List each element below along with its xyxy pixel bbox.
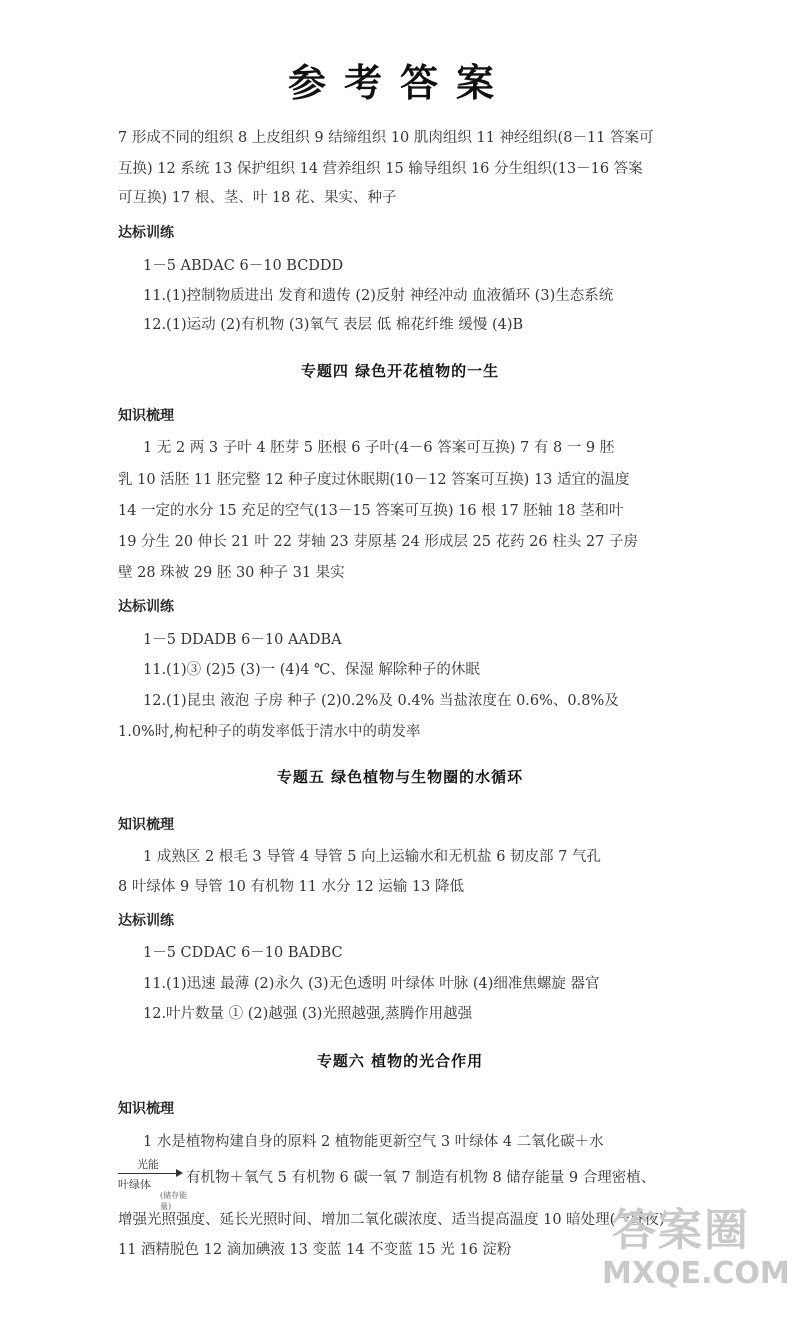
page-title: 参考答案 <box>287 61 512 105</box>
answer-line: 12.(1)昆虫 液泡 子房 种子 (2)0.2%及 0.4% 当盐浓度在 0.6%、0.8%及 <box>143 693 619 709</box>
answer-line: 互换) 12 系统 13 保护组织 14 营养组织 15 输导组织 16 分生组织(13－16 答案 <box>118 161 643 177</box>
section-heading-training: 达标训练 <box>118 225 174 241</box>
arrow-head-icon <box>176 1169 183 1177</box>
answer-line: 1 成熟区 2 根毛 3 导管 4 导管 5 向上运输水和无机盐 6 韧皮部 7 气孔 <box>143 849 601 865</box>
answer-line: 壁 28 珠被 29 胚 30 种子 31 果实 <box>118 565 345 581</box>
answer-line: 1.0%时,枸杞种子的萌发率低于清水中的萌发率 <box>118 724 421 740</box>
answer-line: 1 无 2 两 3 子叶 4 胚芽 5 胚根 6 子叶(4－6 答案可互换) 7 有 8 一 9 胚 <box>143 440 615 456</box>
answer-line: 11.(1)迅速 最薄 (2)永久 (3)无色透明 叶绿体 叶脉 (4)细准焦螺旋 器官 <box>143 976 600 992</box>
watermark-logo <box>602 1194 790 1304</box>
formula-top-label: 光能 <box>137 1158 159 1171</box>
answer-line: 8 叶绿体 9 导管 10 有机物 11 水分 12 运输 13 降低 <box>118 879 464 895</box>
answer-line: 1 水是植物构建自身的原料 2 植物能更新空气 3 叶绿体 4 二氧化碳＋水 <box>143 1134 604 1150</box>
answer-line: 11 酒精脱色 12 滴加碘液 13 变蓝 14 不变蓝 15 光 16 淀粉 <box>118 1242 512 1258</box>
section-title-6: 专题六 植物的光合作用 <box>316 1052 484 1070</box>
answer-line: 11.(1)③ (2)5 (3)一 (4)4 ℃、保湿 解除种子的休眠 <box>143 662 480 678</box>
watermark-cn-text: 答案圈 <box>612 1205 750 1256</box>
answer-line: 增强光照强度、延长光照时间、增加二氧化碳浓度、适当提高温度 10 暗处理(一昼夜) <box>118 1212 665 1228</box>
arrow-line <box>118 1173 178 1174</box>
answer-line: 可互换) 17 根、茎、叶 18 花、果实、种子 <box>118 190 397 206</box>
answer-line: 1－5 ABDAC 6－10 BCDDD <box>143 258 344 274</box>
answer-line: 1－5 CDDAC 6－10 BADBC <box>143 945 343 961</box>
section-heading-training: 达标训练 <box>118 599 174 615</box>
watermark-en-text: MXQE.COM <box>602 1256 790 1291</box>
answer-line: 19 分生 20 伸长 21 叶 22 芽轴 23 芽原基 24 形成层 25 花药 26 柱头 27 子房 <box>118 534 638 550</box>
answer-line: 7 形成不同的组织 8 上皮组织 9 结缔组织 10 肌肉组织 11 神经组织(8－11 答案可 <box>118 130 654 146</box>
section-heading-knowledge: 知识梳理 <box>118 408 174 424</box>
formula-bottom-label: 叶绿体 <box>118 1178 151 1191</box>
answer-line: 乳 10 活胚 11 胚完整 12 种子度过休眠期(10－12 答案可互换) 13 适宜的温度 <box>118 472 630 488</box>
section-heading-knowledge: 知识梳理 <box>118 817 174 833</box>
answer-line: 有机物＋氧气 5 有机物 6 碳一氧 7 制造有机物 8 储存能量 9 合理密植、 <box>186 1170 656 1186</box>
answer-line: 12.叶片数量 ① (2)越强 (3)光照越强,蒸腾作用越强 <box>143 1006 473 1022</box>
section-title-5: 专题五 绿色植物与生物圈的水循环 <box>276 768 524 786</box>
answer-line: 12.(1)运动 (2)有机物 (3)氧气 表层 低 棉花纤维 缓慢 (4)B <box>143 317 524 333</box>
formula-note: (储存能量) <box>160 1191 188 1211</box>
answer-line: 14 一定的水分 15 充足的空气(13－15 答案可互换) 16 根 17 胚轴 18 茎和叶 <box>118 503 624 519</box>
section-heading-training: 达标训练 <box>118 913 174 929</box>
answer-line: 1－5 DDADB 6－10 AADBA <box>143 632 342 648</box>
answer-line: 11.(1)控制物质进出 发育和遗传 (2)反射 神经冲动 血液循环 (3)生态系统 <box>143 288 614 304</box>
section-heading-knowledge: 知识梳理 <box>118 1101 174 1117</box>
section-title-4: 专题四 绿色开花植物的一生 <box>300 362 500 380</box>
